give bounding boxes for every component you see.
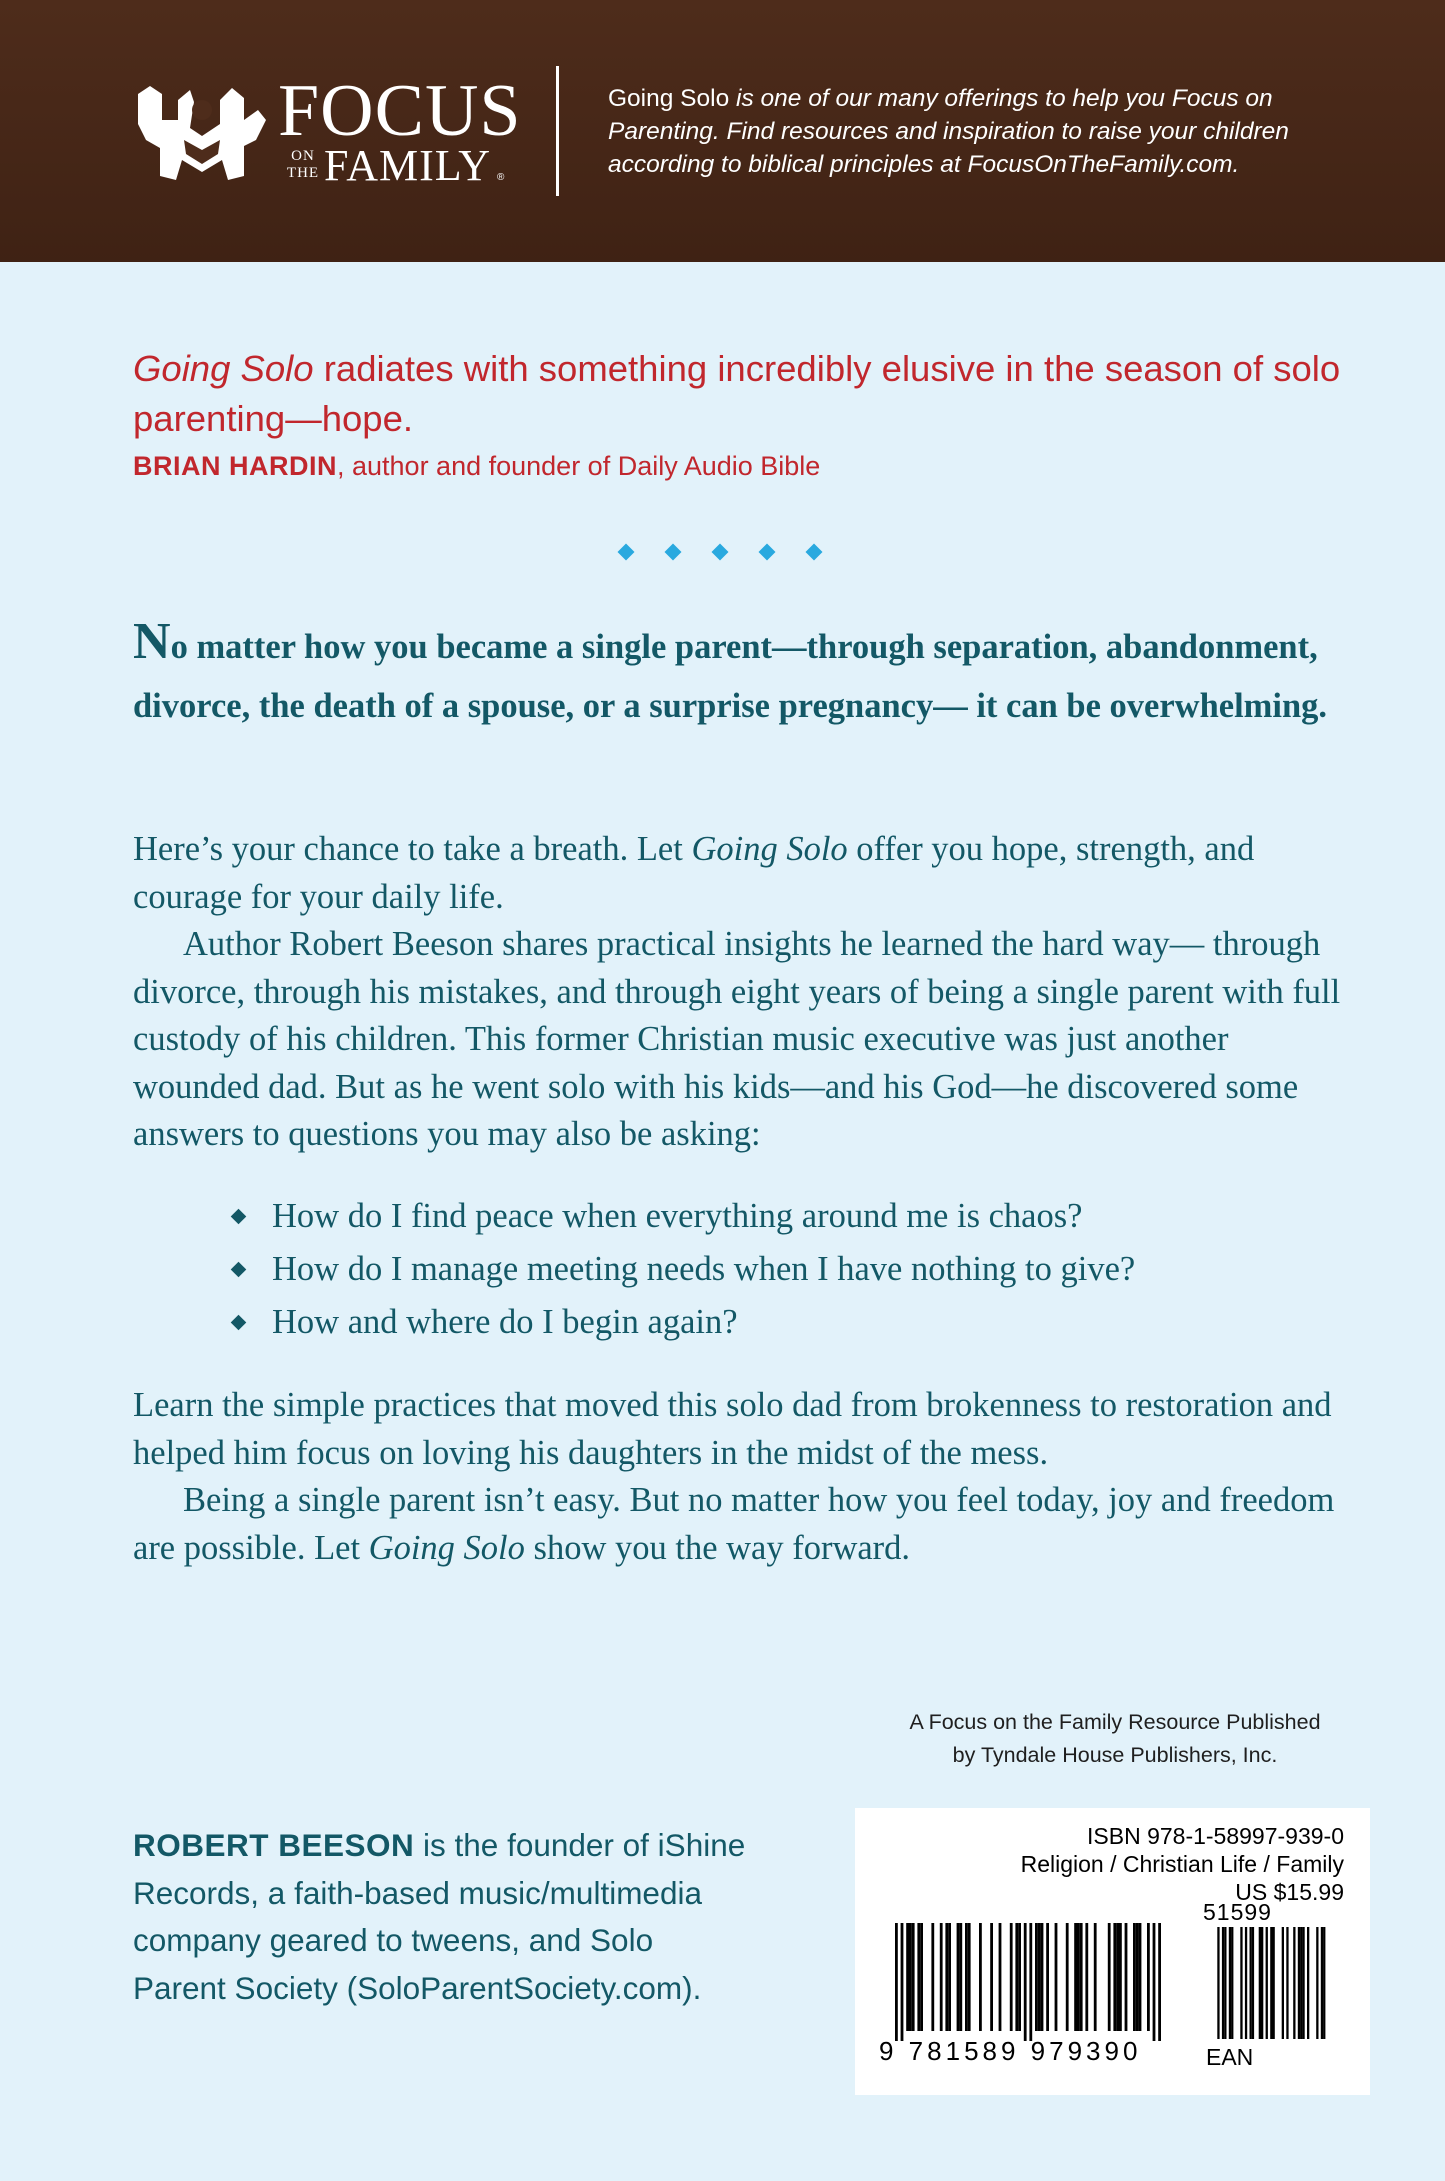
barcode-bar: [1041, 1923, 1044, 2031]
addon-barcode-bar: [1286, 1927, 1288, 2039]
category-text: Religion / Christian Life / Family: [1020, 1851, 1344, 1877]
barcode-bar: [920, 1923, 923, 2031]
barcode-bar: [1046, 1923, 1049, 2031]
addon-barcode-bar: [1224, 1927, 1226, 2039]
paragraph-4: [133, 1477, 1363, 1572]
barcode-bar: [1085, 1923, 1088, 2031]
list-item-text: How do I manage meeting needs when I have nothing to give?: [272, 1250, 1136, 1288]
barcode-bar: [1035, 1923, 1038, 2031]
paragraph-1: [133, 826, 1363, 921]
ean-digits: 9 781589 979390: [879, 2036, 1142, 2066]
addon-barcode-bar: [1266, 1927, 1268, 2039]
addon-barcode-bar: [1259, 1927, 1261, 2039]
addon-barcode-bar: [1229, 1927, 1231, 2039]
barcode-bar: [957, 1923, 960, 2031]
publisher-line-1: A Focus on the Family Resource Published: [909, 1710, 1321, 1734]
focus-family-logo-icon: [132, 80, 272, 188]
addon-barcode-bar: [1282, 1927, 1284, 2039]
addon-barcode-bar: [1240, 1927, 1242, 2039]
barcode-bar: [1153, 1923, 1156, 2041]
isbn-text: ISBN 978-1-58997-939-0: [1087, 1823, 1344, 1849]
barcode-bar: [1113, 1923, 1116, 2031]
barcode-bar: [940, 1923, 943, 2031]
ean-label: EAN: [1206, 2044, 1254, 2070]
addon-barcode-bar: [1252, 1927, 1254, 2039]
barcode-bar: [1024, 1923, 1027, 2041]
addon-barcode-bar: [1270, 1927, 1272, 2039]
lead-paragraph: [133, 612, 1353, 736]
addon-barcode-bar: [1231, 1927, 1233, 2039]
drop-cap: N: [133, 613, 171, 670]
list-item: [133, 1296, 1363, 1349]
barcode-bar: [1158, 1923, 1161, 2041]
diamond-icon: [618, 544, 635, 561]
bullet-diamond-icon: [231, 1209, 247, 1225]
barcode-bar: [1116, 1923, 1119, 2031]
addon-barcode-bar: [1300, 1927, 1302, 2039]
header-blurb: [608, 82, 1348, 181]
diamond-icon: [759, 544, 776, 561]
author-name: ROBERT BEESON: [133, 1827, 415, 1863]
barcode-bar: [999, 1923, 1002, 2031]
barcode-bar: [1125, 1923, 1128, 2031]
endorser-role: , author and founder of Daily Audio Bible: [337, 451, 821, 481]
barcode-bar: [1074, 1923, 1077, 2031]
paragraph-2: Author Robert Beeson shares practical insights he learned the hard way— through divorce, through his mistakes, and through eight years of being a single parent with full custody of his children. This former Christian music executive was just another wounded dad. But as he went solo with his kids—and his God—he discovered some answers to questions you may also be asking:: [133, 925, 1341, 1153]
addon-barcode-bar: [1293, 1927, 1295, 2039]
registered-mark: ®: [497, 172, 505, 183]
isbn-barcode-panel: [855, 1808, 1370, 2095]
price-text: US $15.99: [1235, 1879, 1344, 1905]
publisher-credit: [880, 1706, 1350, 1772]
addon-barcode-bar: [1307, 1927, 1309, 2039]
header-divider: [556, 66, 559, 196]
lead-text: o matter how you became a single parent—through separation, abandonment, divorce, the death of a spouse, or a surprise pregnancy— it can be overwhelming.: [133, 628, 1328, 725]
barcode-bar: [1139, 1923, 1142, 2031]
endorsement-quote: [133, 344, 1363, 444]
barcode-bar: [909, 1923, 912, 2031]
addon-barcode-bar: [1261, 1927, 1263, 2039]
barcode-bar: [968, 1923, 971, 2031]
barcode-bar: [1066, 1923, 1069, 2031]
barcode-bar: [912, 1923, 915, 2031]
diamond-icon: [665, 544, 682, 561]
bullet-diamond-icon: [231, 1262, 247, 1278]
barcode-bar: [931, 1923, 934, 2031]
addon-barcode-bar: [1316, 1927, 1318, 2039]
addon-barcode-bar: [1222, 1927, 1224, 2039]
barcode-bar: [1055, 1923, 1058, 2031]
barcode-bar: [959, 1923, 962, 2031]
p4-text-a: Being a single parent isn’t easy. But no matter how you feel today, joy and freedom are possible. Let: [133, 1481, 1335, 1567]
publisher-header-band: [0, 0, 1445, 262]
barcode-bar: [945, 1923, 948, 2031]
p1-book-title: Going Solo: [691, 830, 848, 868]
barcode-bar: [1136, 1923, 1139, 2031]
blurb-text: is one of our many offerings to help you Focus on Parenting. Find resources and inspiration to raise your children according to biblical principles at FocusOnTheFamily.com.: [608, 85, 1289, 178]
addon-barcode-bar: [1323, 1927, 1325, 2039]
logo-on-the-text: ON THE: [286, 148, 320, 181]
barcode-bar: [990, 1923, 993, 2031]
barcode-bar: [948, 1923, 951, 2031]
barcode-bar: [1015, 1923, 1018, 2031]
description-body: [133, 826, 1363, 1159]
addon-barcode-bar: [1217, 1927, 1219, 2039]
barcode-bar: [901, 1923, 904, 2041]
barcode-bar: [917, 1923, 920, 2031]
addon-barcode-bar: [1321, 1927, 1323, 2039]
addon-digits: 51599: [1203, 1899, 1272, 1925]
description-body-continued: [133, 1382, 1363, 1572]
barcode-bar: [1038, 1923, 1041, 2031]
list-item: [133, 1190, 1363, 1243]
author-bio-text: is the founder of iShine Records, a faith-based music/multimedia company geared to tweens, and Solo Parent Society (SoloParentSociety.com).: [133, 1827, 746, 2006]
p1-text-b: offer you hope, strength, and courage for your daily life.: [133, 830, 1255, 916]
quote-text: radiates with something incredibly elusive in the season of solo parenting—hope.: [133, 348, 1341, 439]
section-divider-ornament: [620, 546, 840, 566]
barcode-bar: [1018, 1923, 1021, 2031]
addon-barcode-bar: [1245, 1927, 1247, 2039]
p4-book-title: Going Solo: [368, 1528, 525, 1567]
barcode-icon: [895, 1923, 1345, 2043]
p4-text-b: show you the way forward.: [524, 1528, 911, 1567]
list-item-text: How and where do I begin again?: [272, 1303, 738, 1341]
barcode-bar: [1133, 1923, 1136, 2031]
addon-barcode-bar: [1298, 1927, 1300, 2039]
list-item: [133, 1243, 1363, 1296]
barcode-bar: [1029, 1923, 1032, 2041]
barcode-bar: [979, 1923, 982, 2031]
author-bio: [133, 1822, 753, 2012]
p1-text-a: Here’s your chance to take a breath. Let: [133, 830, 692, 868]
barcode-bar: [1080, 1923, 1083, 2031]
addon-barcode-bar: [1302, 1927, 1304, 2039]
diamond-icon: [712, 544, 729, 561]
question-list: [133, 1190, 1363, 1349]
barcode-bar: [1108, 1923, 1111, 2031]
bullet-diamond-icon: [231, 1315, 247, 1331]
quote-book-title: Going Solo: [133, 348, 314, 389]
barcode-bar: [1094, 1923, 1097, 2031]
barcode-bar: [965, 1923, 968, 2031]
barcode-bar: [1119, 1923, 1122, 2031]
endorsement-attribution: [133, 449, 1363, 483]
publisher-line-2: by Tyndale House Publishers, Inc.: [952, 1743, 1278, 1767]
barcode-bar: [906, 1923, 909, 2031]
addon-barcode-bar: [1250, 1927, 1252, 2039]
blurb-book-title: Going Solo: [608, 85, 730, 112]
barcode-bar: [1147, 1923, 1150, 2031]
barcode-bar: [1010, 1923, 1013, 2031]
paragraph-3: Learn the simple practices that moved this solo dad from brokenness to restoration and helped him focus on loving his daughters in the midst of the mess.: [133, 1386, 1332, 1472]
logo-family-text: FAMILY: [324, 141, 492, 190]
barcode-bar: [895, 1923, 898, 2041]
diamond-icon: [806, 544, 823, 561]
barcode-bar: [1077, 1923, 1080, 2031]
endorser-name: BRIAN HARDIN: [133, 451, 337, 481]
addon-barcode-bar: [1273, 1927, 1275, 2039]
list-item-text: How do I find peace when everything around me is chaos?: [272, 1197, 1083, 1235]
logo-focus-text: FOCUS: [278, 70, 522, 152]
